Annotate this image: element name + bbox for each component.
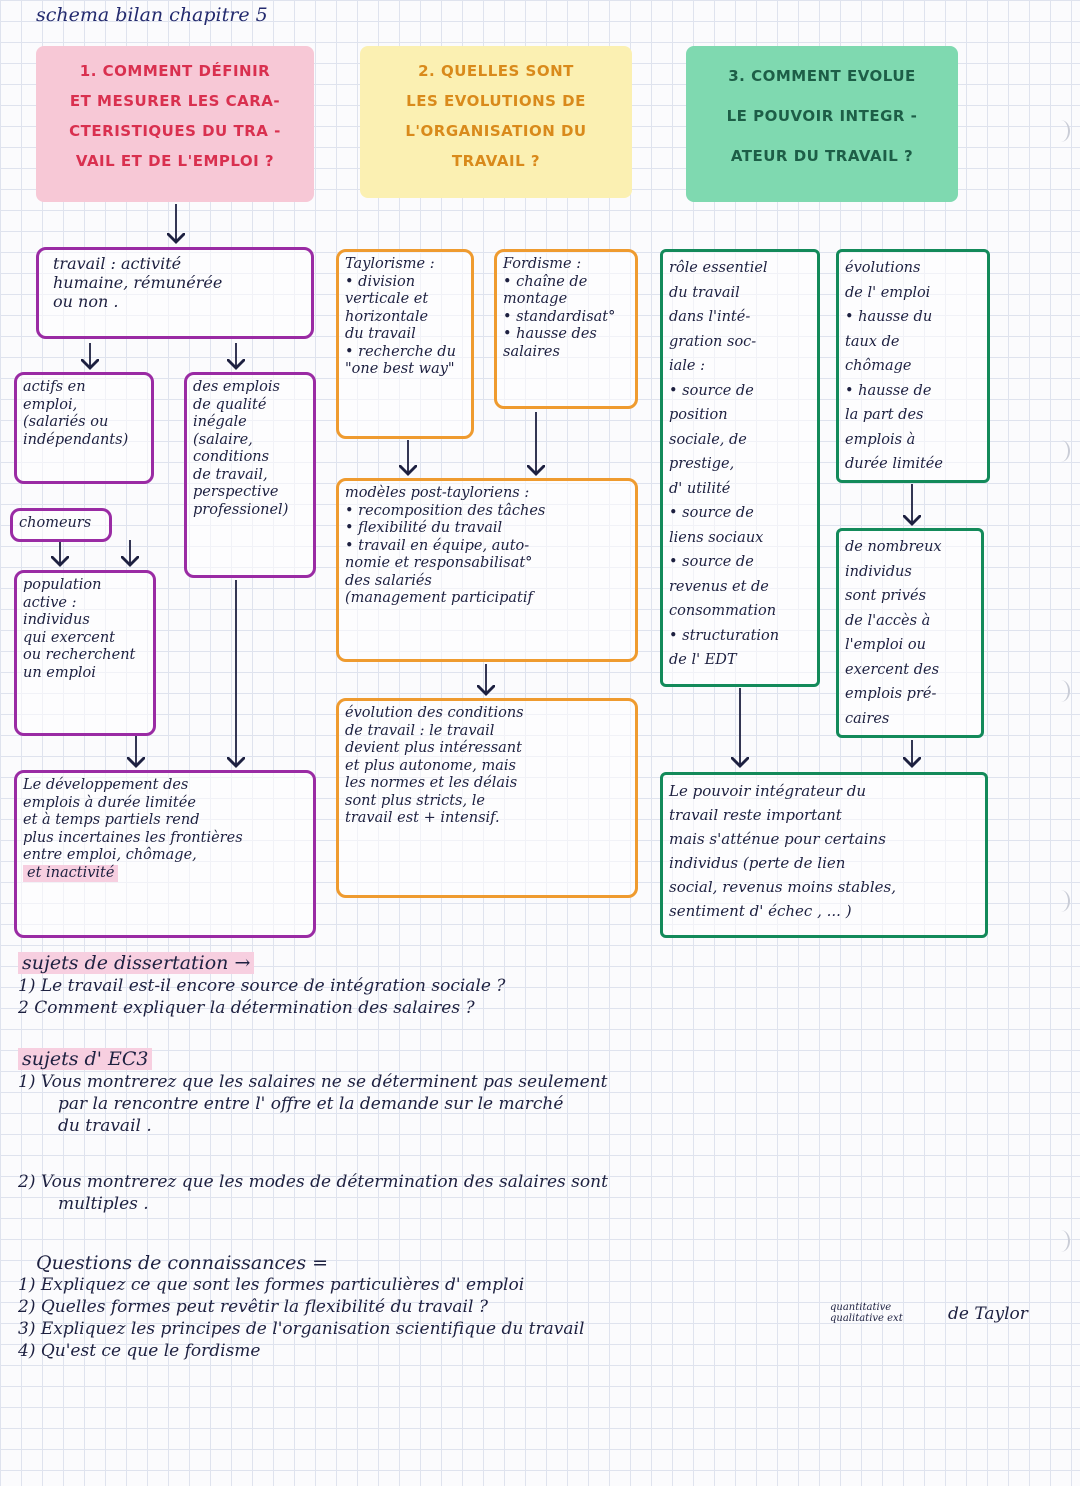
text-line: sociale, de <box>669 431 747 448</box>
text-line: population <box>23 577 102 593</box>
ec3-item: 2) Vous montrerez que les modes de détermination des salaires sont <box>18 1172 608 1192</box>
text-line: entre emploi, chômage, <box>23 847 197 863</box>
text-line: professionel) <box>193 501 289 518</box>
q1-line: VAIL ET DE L'EMPLOI ? <box>75 152 275 170</box>
text-line: plus incertaines les frontières <box>23 829 243 846</box>
text-line: (salariés ou <box>23 414 109 430</box>
text-line: de travail, <box>193 466 268 483</box>
text-line: • source de <box>669 554 754 570</box>
dissertation-section <box>18 952 1058 1019</box>
text-line: ou recherchent <box>23 647 136 663</box>
text-line: mais s'atténue pour certains <box>669 830 886 848</box>
hole-mark <box>1052 1230 1070 1252</box>
box-fordisme <box>494 249 638 409</box>
box-emplois-qualite <box>184 372 316 578</box>
text-line: modèles post-tayloriens : <box>345 485 530 501</box>
text-line: liens sociaux <box>669 529 764 546</box>
text-line: et à temps partiels rend <box>23 812 200 828</box>
text-line: • chaîne de <box>503 273 588 290</box>
dissertation-item: 2 Comment expliquer la détermination des salaires ? <box>18 998 475 1018</box>
text-line: perspective <box>193 484 279 500</box>
text-line: rôle essentiel <box>669 260 768 276</box>
text-line: • recomposition des tâches <box>345 502 546 519</box>
box-evolutions-emploi <box>836 249 990 483</box>
text-line: les normes et les délais <box>345 775 518 791</box>
text-line: un emploi <box>23 664 96 681</box>
text-line: • hausse des <box>503 326 597 342</box>
ec3-heading: sujets d' EC3 <box>18 1048 152 1070</box>
ec3-item: 1) Vous montrerez que les salaires ne se déterminent pas seulement <box>18 1072 608 1092</box>
text-line: individus <box>23 612 90 628</box>
page-title: schema bilan chapitre 5 <box>36 4 268 26</box>
binder-hole-marks <box>1052 120 1072 1320</box>
text-line: Fordisme : <box>503 256 582 272</box>
text-line: sont plus stricts, le <box>345 792 485 809</box>
connaissances-item: 2) Quelles formes peut revêtir la flexibilité du travail ? <box>18 1297 488 1317</box>
q3-line: 3. COMMENT EVOLUE <box>728 67 916 85</box>
text-line: des salariés <box>345 572 432 589</box>
annotation-line: qualitative ext <box>830 1313 903 1324</box>
text-line: évolutions <box>845 260 921 276</box>
text-line: chômage <box>845 358 912 374</box>
box-population-active <box>14 570 156 736</box>
text-line: • travail en équipe, auto- <box>345 537 530 554</box>
text-line: • hausse du <box>845 309 933 325</box>
text-line: iale : <box>669 358 705 374</box>
text-line: taux de <box>845 333 900 350</box>
ec3-section <box>18 1048 1058 1215</box>
q1-line: ET MESURER LES CARA- <box>69 92 281 110</box>
text-line: • division <box>345 273 416 290</box>
text-line: individus <box>845 563 912 580</box>
q2-line: LES EVOLUTIONS DE <box>406 92 586 110</box>
annotation-line: quantitative <box>830 1302 892 1313</box>
box-travail-definition <box>36 247 314 339</box>
text-line: montage <box>503 291 568 307</box>
text-line: exercent des <box>845 661 940 678</box>
connaissances-item: 4) Qu'est ce que le fordisme <box>18 1341 261 1361</box>
text-line: • structuration <box>669 627 780 644</box>
text-line: • recherche du <box>345 343 456 360</box>
q2-line: TRAVAIL ? <box>451 152 541 170</box>
text-line: (salaire, <box>193 431 253 448</box>
text-line: de travail : le travail <box>345 722 495 739</box>
text-line: et inactivité <box>23 865 118 883</box>
text-line: position <box>669 407 728 423</box>
ec3-item: du travail . <box>58 1116 152 1136</box>
text-line: la part des <box>845 407 924 423</box>
text-line: inégale <box>193 414 247 430</box>
text-line: du travail <box>669 284 740 301</box>
text-line: indépendants) <box>23 431 129 448</box>
text-line: l'emploi ou <box>845 637 926 653</box>
dissertation-item: 1) Le travail est-il encore source de intégration sociale ? <box>18 976 506 996</box>
connaissances-heading: Questions de connaissances = <box>36 1252 329 1274</box>
text-line: actifs en <box>23 379 86 395</box>
text-line: humaine, rémunérée <box>53 273 223 292</box>
text-line: ou non . <box>53 292 119 311</box>
box-pouvoir-integrateur <box>660 772 988 938</box>
connaissances-item: 1) Expliquez ce que sont les formes particulières d' emploi <box>18 1275 525 1295</box>
q3-line: LE POUVOIR INTEGR - <box>726 107 918 125</box>
ec3-item: multiples . <box>58 1194 149 1214</box>
text-line: d' utilité <box>669 480 731 497</box>
annotation-taylor <box>948 1304 1028 1324</box>
text-line: de qualité <box>193 396 267 413</box>
text-line: de nombreux <box>845 539 942 555</box>
connaissances-item: 3) Expliquez les principes de l'organisation scientifique du travail <box>18 1319 585 1339</box>
text-line: conditions <box>193 449 270 465</box>
text-line: sont privés <box>845 588 927 604</box>
hole-mark <box>1052 440 1070 462</box>
text-line: horizontale <box>345 308 429 325</box>
text-line: social, revenus moins stables, <box>669 878 896 896</box>
box-developpement-emplois <box>14 770 316 938</box>
text-line: emplois pré- <box>845 686 937 702</box>
q2-line: L'ORGANISATION DU <box>405 122 587 140</box>
box-evolution-conditions <box>336 698 638 898</box>
text-line: de l' EDT <box>669 652 737 668</box>
ec3-item: par la rencontre entre l' offre et la demande sur le marché <box>58 1094 564 1114</box>
text-line: travail : activité <box>53 254 182 273</box>
hole-mark <box>1052 680 1070 702</box>
text-line: travail reste important <box>669 806 842 824</box>
text-line: sentiment d' échec , ... ) <box>669 902 852 920</box>
text-line: gration soc- <box>669 333 757 350</box>
text-line: évolution des conditions <box>345 705 524 721</box>
text-line: prestige, <box>669 456 735 472</box>
box-post-tayloriens <box>336 478 638 662</box>
q1-line: 1. COMMENT DÉFINIR <box>79 62 271 80</box>
text-line: chomeurs <box>19 515 92 531</box>
text-line: caires <box>845 710 890 727</box>
text-line: du travail <box>345 326 416 342</box>
text-line: verticale et <box>345 291 429 307</box>
text-line: • source de <box>669 505 754 521</box>
box-taylorisme <box>336 249 474 439</box>
text-line: Le pouvoir intégrateur du <box>669 782 866 800</box>
text-line: durée limitée <box>845 456 943 472</box>
text-line: • standardisat° <box>503 308 616 325</box>
text-line: emplois à <box>845 431 916 448</box>
text-line: emplois à durée limitée <box>23 794 196 811</box>
text-line: des emplois <box>193 379 280 395</box>
text-line: qui exercent <box>23 629 116 646</box>
box-actifs <box>14 372 154 484</box>
q3-line: ATEUR DU TRAVAIL ? <box>730 147 914 165</box>
annotation-line: de Taylor <box>948 1304 1028 1324</box>
text-line: consommation <box>669 603 777 619</box>
text-line: • hausse de <box>845 382 932 399</box>
text-line: active : <box>23 594 77 611</box>
text-line: devient plus intéressant <box>345 740 522 756</box>
text-line: nomie et responsabilisat° <box>345 555 533 571</box>
q2-line: 2. QUELLES SONT <box>418 62 574 80</box>
box-chomeurs <box>10 508 112 542</box>
text-line: Le développement des <box>23 777 189 793</box>
q1-line: CTERISTIQUES DU TRA - <box>69 122 281 140</box>
text-line: "one best way" <box>345 361 455 377</box>
text-line: • source de <box>669 382 754 399</box>
text-line: (management participatif <box>345 590 533 606</box>
text-line: de l'accès à <box>845 612 931 629</box>
dissertation-heading: sujets de dissertation → <box>18 952 254 974</box>
text-line: de l' emploi <box>845 284 931 301</box>
text-line: salaires <box>503 343 560 360</box>
text-line: • flexibilité du travail <box>345 520 503 536</box>
hole-mark <box>1052 890 1070 912</box>
box-role-essentiel <box>660 249 820 687</box>
box-nombreux-individus <box>836 528 984 738</box>
text-line: emploi, <box>23 396 78 413</box>
hole-mark <box>1052 120 1070 142</box>
text-line: dans l'inté- <box>669 309 751 325</box>
text-line: revenus et de <box>669 578 769 595</box>
annotation-quantitative <box>830 1302 903 1324</box>
text-line: travail est + intensif. <box>345 810 500 826</box>
text-line: Taylorisme : <box>345 256 435 272</box>
text-line: et plus autonome, mais <box>345 757 516 774</box>
text-line: individus (perte de lien <box>669 854 846 872</box>
